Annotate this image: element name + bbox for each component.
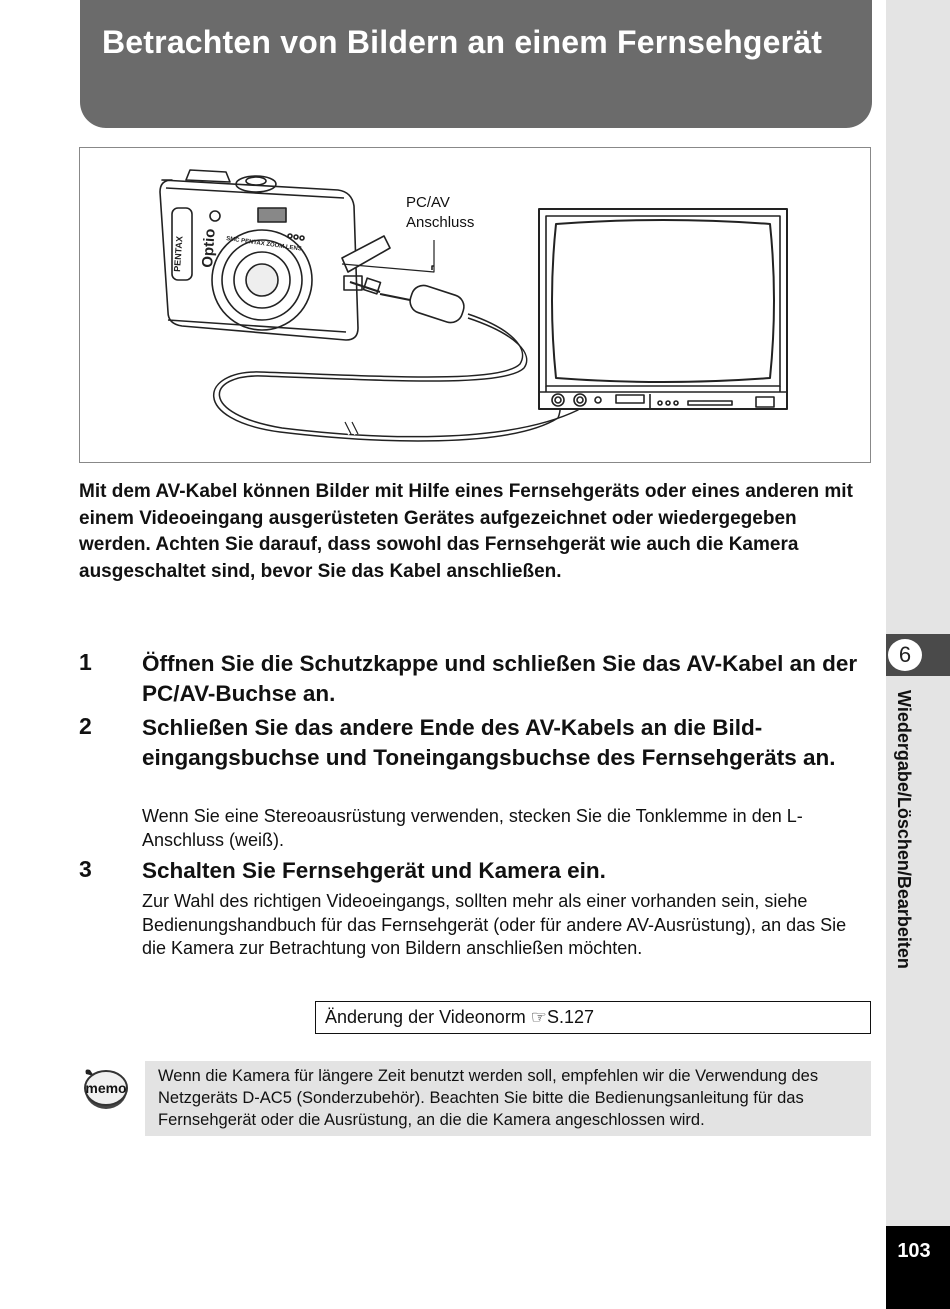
chapter-label: Wiedergabe/Löschen/Bearbeiten xyxy=(894,690,914,969)
camera-brand-text: PENTAX xyxy=(172,235,185,273)
lens-label-text: SMC PENTAX ZOOM LENS xyxy=(225,236,303,253)
step-3-body: Zur Wahl des richtigen Videoeingangs, sollten mehr als einer vorhanden sein, siehe Bedienungshandbuch für das Fernsehgerät (oder für andere AV-Ausrüstung), an das Sie die Kamera zur Betrachtung von Bildern anschließen möchten. xyxy=(142,891,847,958)
callout-line-2: Anschluss xyxy=(406,214,475,231)
page-title: Betrachten von Bildern an einem Fernsehgerät xyxy=(102,24,823,60)
step-2-body: Wenn Sie eine Stereoausrüstung verwenden, stecken Sie die Tonklemme in den L-Anschluss (weiß). xyxy=(142,806,803,850)
callout-line-1: PC/AV xyxy=(406,194,450,211)
title-banner xyxy=(80,0,872,128)
step-2-number: 2 xyxy=(79,713,92,739)
memo-icon xyxy=(80,1064,130,1114)
camera-icon xyxy=(160,170,390,340)
pcav-callout xyxy=(406,193,474,233)
step-3-heading: Schalten Sie Fernsehgerät und Kamera ein. xyxy=(142,858,606,883)
connection-illustration xyxy=(79,147,871,463)
intro-paragraph: Mit dem AV-Kabel können Bilder mit Hilfe eines Fernsehgeräts oder eines anderen mit einem Videoeingang ausgerüsteten Gerätes aufgezeichnet oder wiedergegeben werden. Achten Sie darauf, dass sowohl das Fernsehgerät wie auch die Kamera ausgeschaltet sind, bevor Sie das Kabel anschließen. xyxy=(79,481,853,582)
memo-box: Wenn die Kamera für längere Zeit benutzt werden soll, empfehlen wir die Verwendung des Netzgeräts D-AC5 (Sonderzubehör). Beachten Sie bitte die Bedienungsanleitung für das Fernsehgerät oder die Ausrüstung, an die die Kamera angeschlossen wird. xyxy=(145,1061,871,1136)
television-icon xyxy=(539,209,787,409)
page-number: 103 xyxy=(897,1240,931,1262)
step-1-heading: Öffnen Sie die Schutzkappe und schließen Sie das AV-Kabel an der PC/AV-Buchse an. xyxy=(142,651,858,706)
video-norm-reference[interactable]: Änderung der Videonorm ☞S.127 xyxy=(315,1001,871,1034)
page-number-box xyxy=(886,1226,950,1309)
chapter-number: 6 xyxy=(886,637,924,673)
memo-icon-label: memo xyxy=(85,1080,127,1096)
step-2-heading: Schließen Sie das andere Ende des AV-Kabels an die Bild-eingangsbuchse und Toneingangsbuchse des Fernsehgeräts an. xyxy=(142,715,836,770)
step-3-number: 3 xyxy=(79,856,92,882)
step-1-number: 1 xyxy=(79,649,92,675)
camera-model-text: Optio xyxy=(199,228,219,269)
camera-tv-drawing xyxy=(80,148,872,464)
